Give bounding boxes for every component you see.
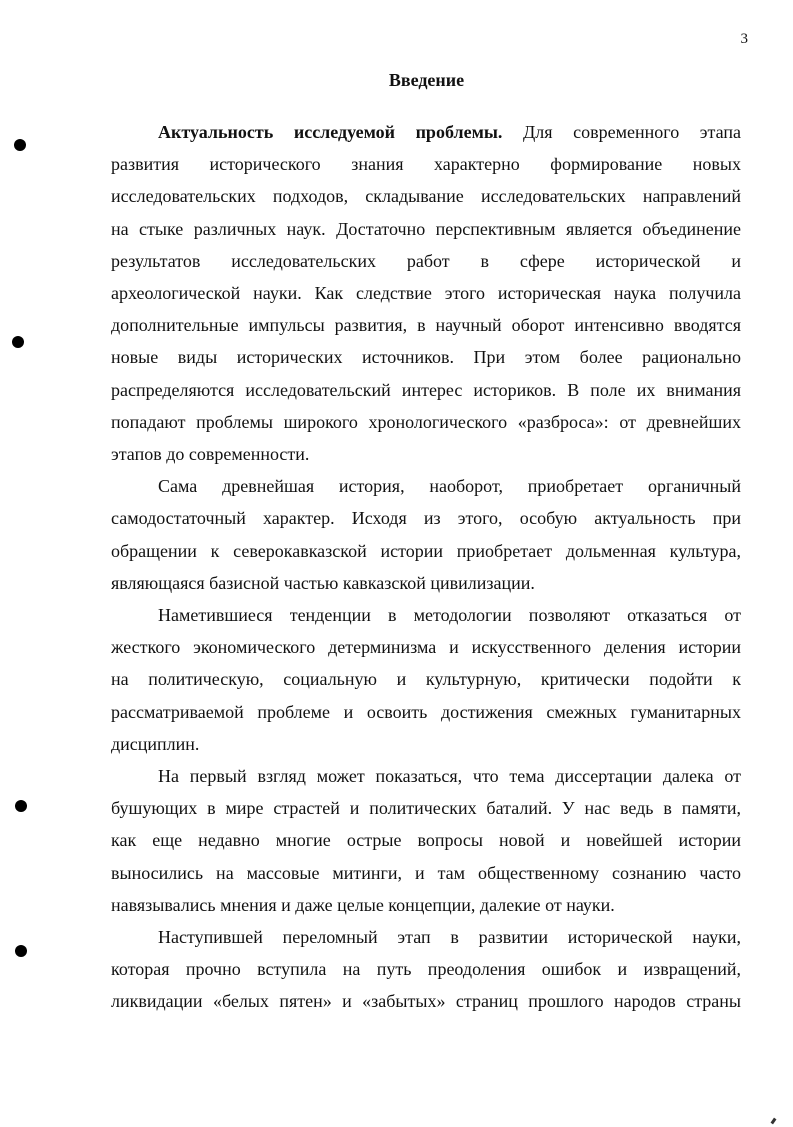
paragraph-4-line-3: как еще недавно многие острые вопросы новой и новейшей истории	[111, 830, 741, 851]
punch-hole-1	[14, 139, 26, 151]
relevance-lead: Актуальность исследуемой проблемы.	[158, 122, 503, 142]
paragraph-1-line-1	[111, 116, 741, 148]
paragraph-1-line-7: дополнительные импульсы развития, в научный оборот интенсивно вводятся	[111, 315, 741, 336]
paragraph-2-line-3: обращении к северокавказской истории приобретает дольменная культура,	[111, 540, 741, 561]
punch-hole-4	[15, 945, 27, 957]
paragraph-3-line-3: на политическую, социальную и культурную, критически подойти к	[111, 669, 741, 690]
paragraph-3-line-2: жесткого экономического детерминизма и искусственного деления истории	[111, 637, 741, 658]
paragraph-3-line-4: рассматриваемой проблеме и освоить достижения смежных гуманитарных	[111, 701, 741, 722]
paragraph-1-line-2: развития исторического знания характерно формирование новых	[111, 154, 741, 175]
paragraph-1-line-6: археологической науки. Как следствие этого историческая наука получила	[111, 283, 741, 304]
punch-hole-2	[12, 336, 24, 348]
paragraph-5-line-2: которая прочно вступила на путь преодоления ошибок и извращений,	[111, 959, 741, 980]
paragraph-1-line-3: исследовательских подходов, складывание исследовательских направлений	[111, 186, 741, 207]
paragraph-1-line-5: результатов исследовательских работ в сфере исторической и	[111, 250, 741, 271]
paragraph-3-line-5: дисциплин.	[111, 733, 200, 754]
paragraph-2-line-1: Сама древнейшая история, наоборот, приобретает органичный	[158, 476, 741, 497]
paragraph-1-line-1-text: Для современного этапа	[502, 122, 741, 142]
paragraph-2-line-2: самодостаточный характер. Исходя из этого, особую актуальность при	[111, 508, 741, 529]
body-text	[111, 116, 741, 1018]
paragraph-1-line-11: этапов до современности.	[111, 444, 310, 465]
paragraph-4-line-5: навязывались мнения и даже целые концепции, далекие от науки.	[111, 894, 615, 915]
paragraph-1-line-4: на стыке различных наук. Достаточно перспективным является объединение	[111, 218, 741, 239]
paragraph-1-line-9: распределяются исследовательский интерес историков. В поле их внимания	[111, 379, 741, 400]
page-number: 3	[740, 31, 748, 47]
paragraph-5-line-3: ликвидации «белых пятен» и «забытых» страниц прошлого народов страны	[111, 991, 741, 1012]
paragraph-5-line-1: Наступившей переломный этап в развитии исторической науки,	[158, 927, 741, 948]
paragraph-4-line-4: выносились на массовые митинги, и там общественному сознанию часто	[111, 862, 741, 883]
punch-hole-3	[15, 800, 27, 812]
paragraph-1-line-10: попадают проблемы широкого хронологического «разброса»: от древнейших	[111, 411, 741, 432]
paragraph-3-line-1: Наметившиеся тенденции в методологии позволяют отказаться от	[158, 605, 741, 626]
scan-mark	[771, 1118, 777, 1125]
section-heading: Введение	[388, 70, 465, 90]
paragraph-4-line-1: На первый взгляд может показаться, что тема диссертации далека от	[158, 766, 741, 787]
paragraph-2-line-4: являющаяся базисной частью кавказской цивилизации.	[111, 572, 535, 593]
paragraph-1-line-8: новые виды исторических источников. При этом более рационально	[111, 347, 741, 368]
paragraph-4-line-2: бушующих в мире страстей и политических баталий. У нас ведь в памяти,	[111, 798, 741, 819]
